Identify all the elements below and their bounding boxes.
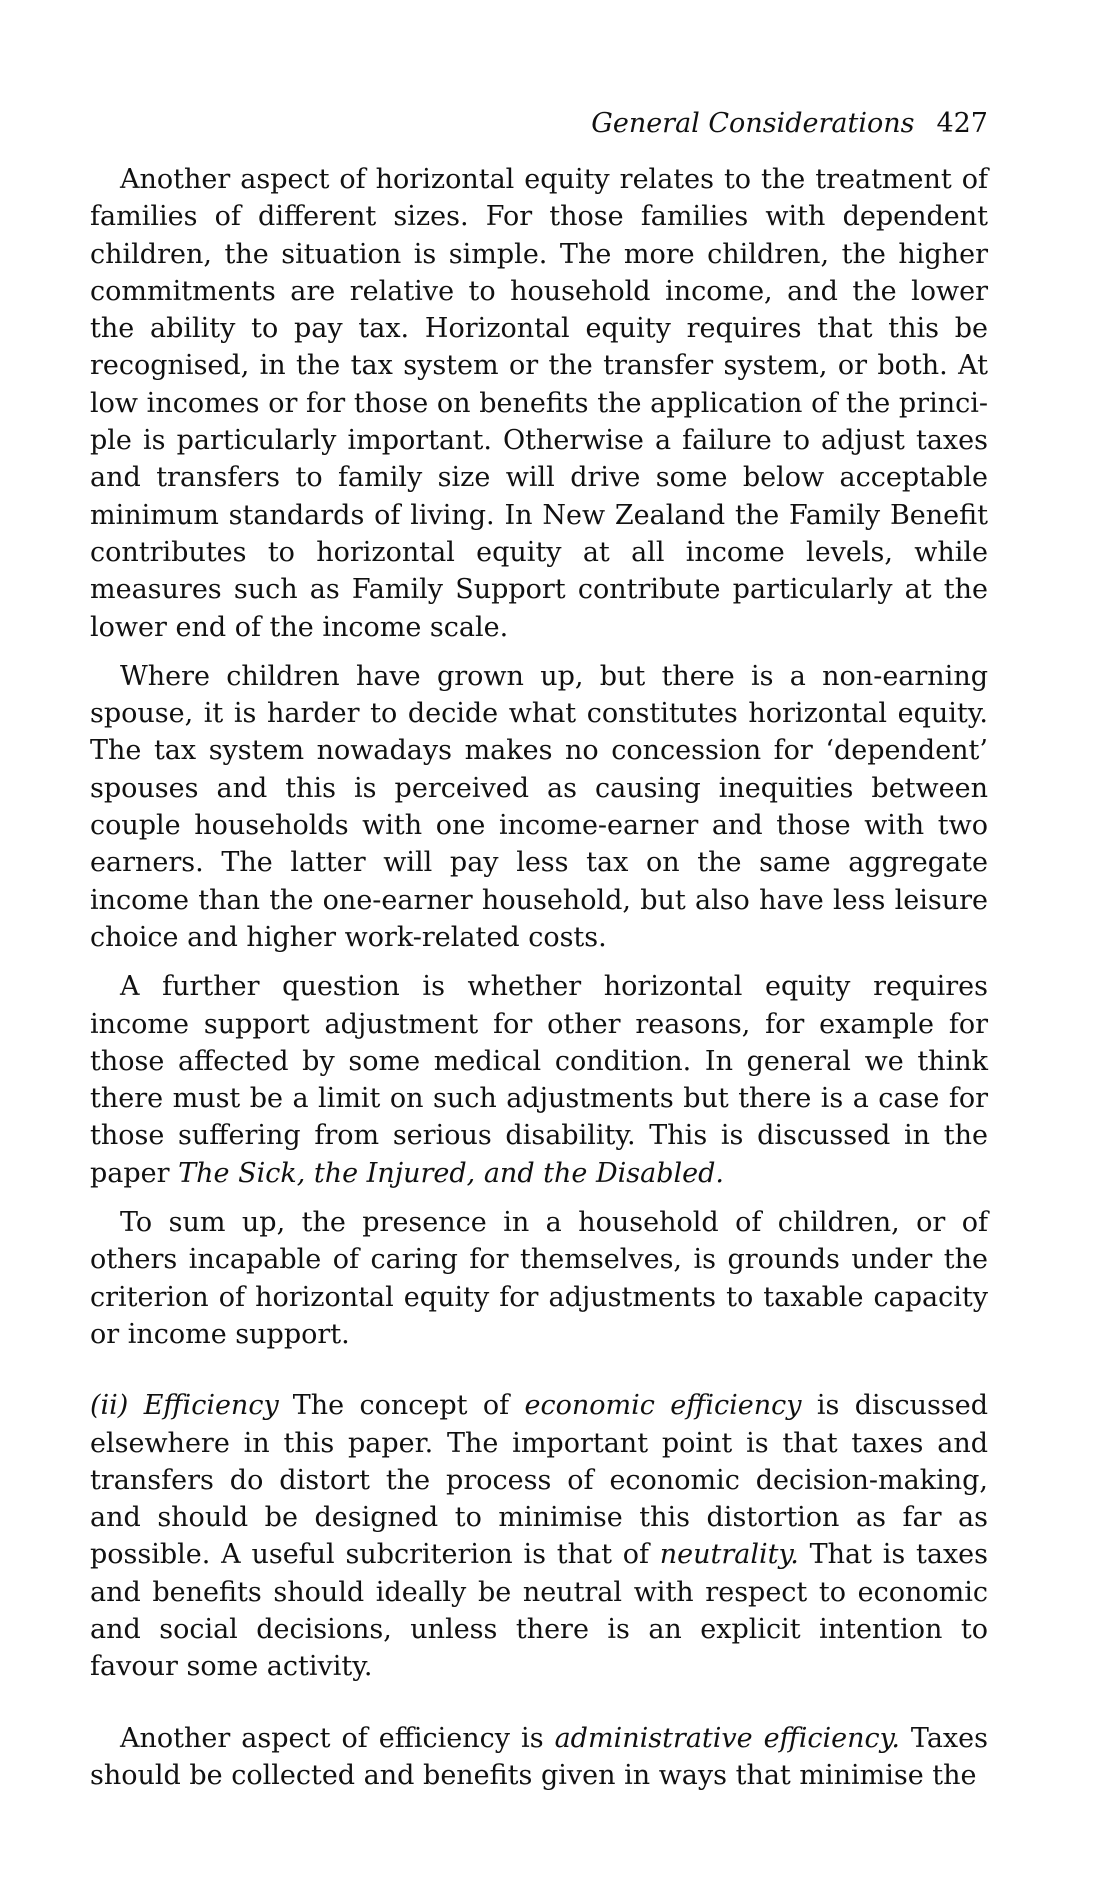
running-header-title: General Considerations: [591, 108, 915, 139]
paragraph-text: Another aspect of efficiency is: [120, 1722, 555, 1754]
paragraph-text: The concept of: [292, 1390, 525, 1422]
term-economic-efficiency: economic efficiency: [524, 1390, 802, 1422]
body-text: [90, 161, 988, 1794]
paragraph-text: That is taxes and benefits should ideally be neutral with respect to economic and social decisions, unless there is an explicit intention to favour some activity.: [90, 1539, 989, 1683]
paragraph-text: is discussed elsewhere in this paper. The important point is that taxes and transfers do distort the process of economic decision-making, and should be designed to minimise this distortion as far as possible. A useful subcriterion is that of: [90, 1390, 989, 1571]
paragraph-administrative-efficiency: [90, 1720, 988, 1795]
page-number: 427: [936, 108, 988, 139]
term-administrative-efficiency: administrative efficiency.: [554, 1722, 900, 1754]
paragraph-summary: To sum up, the presence in a household of children, or of others incapable of caring for themselves, is grounds under the criterion of horizontal equity for adjustments to taxable capacity or income support.: [90, 1207, 988, 1350]
running-header: [90, 104, 988, 144]
paragraph-text: A further question is whether horizontal equity requires income support adjustment for other reasons, for example for those affected by some medical condition. In general we think there must be a limit on such adjustments but there is a case for those suffering from serious disability. This is discussed in the paper: [90, 971, 988, 1189]
paragraph-income-support-adjustment: [90, 968, 988, 1192]
paragraph-non-earning-spouse: Where children have grown up, but there is a non-earning spouse, it is harder to decide what constitutes horizontal equity. The tax system nowadays makes no concession for ‘dependent’ spouses and this is perceived as causing inequities between couple households with one income-earner and those with two earners. The latter will pay less tax on the same aggregate income than the one-earner household, but also have less leisure choice and higher work-related costs.: [90, 660, 988, 953]
paper-title-reference: The Sick, the Injured, and the Disabled.: [178, 1157, 724, 1189]
paragraph-efficiency: [90, 1387, 988, 1685]
paragraph-text: Taxes should be collected and benefits given in ways that minimise the: [90, 1722, 988, 1791]
section-run-head-efficiency: (ii) Efficiency: [90, 1390, 279, 1422]
paragraph-family-size: Another aspect of horizontal equity relates to the treatment of families of different sizes. For those families with dependent children, the situation is simple. The more children, the higher commitments are relative to household income, and the lower the ability to pay tax. Horizontal equity requires that this be recognised, in the tax system or the transfer system, or both. At low incomes or for those on benefits the application of the principle is particularly important. Otherwise a failure to adjust taxes and transfers to family size will drive some below acceptable minimum standards of living. In New Zealand the Family Benefit contributes to horizontal equity at all income levels, while measures such as Family Support contribute particularly at the lower end of the income scale.: [90, 164, 988, 643]
term-neutrality: neutrality.: [659, 1539, 799, 1571]
